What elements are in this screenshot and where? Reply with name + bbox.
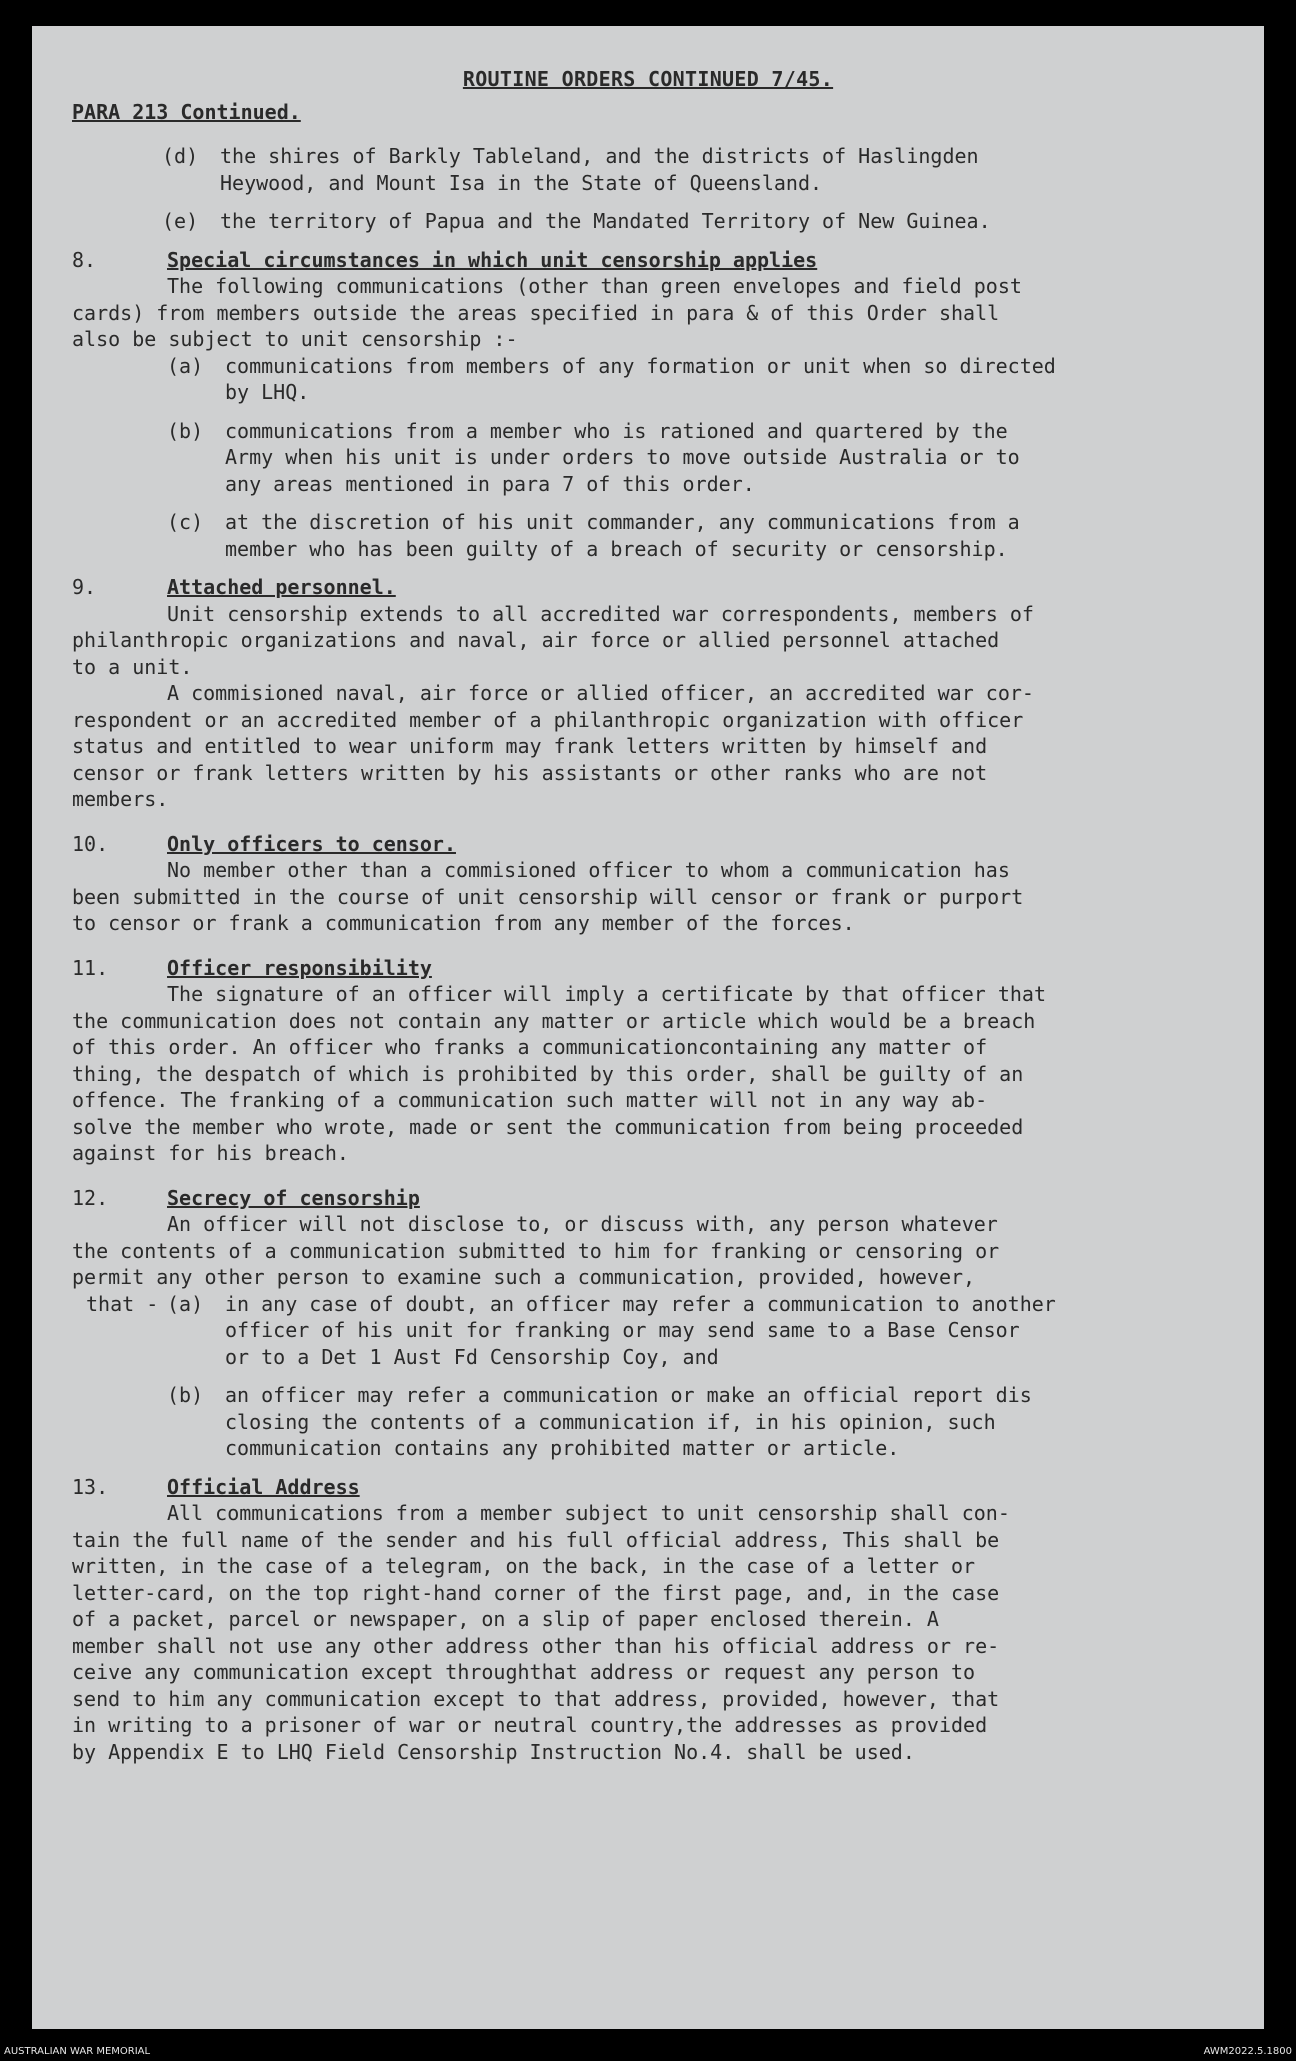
sub-item-label: (b) xyxy=(167,1383,204,1407)
paragraph-line: offence. The franking of a communication such matter will not in any way ab- xyxy=(72,1088,988,1112)
paragraph-line: in writing to a prisoner of war or neutral country,the addresses as provided xyxy=(72,1713,988,1737)
sub-item xyxy=(72,143,1224,196)
document-title: ROUTINE ORDERS CONTINUED 7/45. xyxy=(462,67,834,91)
sub-item-body xyxy=(225,1382,1032,1462)
paragraph-line: philanthropic organizations and naval, air force or allied personnel attached xyxy=(72,628,1000,652)
paragraph-line: by Appendix E to LHQ Field Censorship Instruction No.4. shall be used. xyxy=(72,1739,915,1764)
paragraph-line: also be subject to unit censorship :- xyxy=(72,327,518,351)
spacer xyxy=(72,497,1224,509)
sub-item-line: or to a Det 1 Aust Fd Censorship Coy, and xyxy=(225,1344,719,1369)
footer-reference: AWM2022.5.1800 xyxy=(1203,2046,1292,2057)
spacer xyxy=(72,1765,1224,1783)
paragraph-line: ceive any communication except throughthat address or request any person to xyxy=(72,1660,976,1684)
paragraph-list xyxy=(72,247,1224,1784)
sub-item-label: (a) xyxy=(167,1291,204,1316)
paragraph-line: The following communications (other than green envelopes and field post xyxy=(167,274,1022,298)
paragraph-line: to a unit. xyxy=(72,654,193,679)
intro-items xyxy=(72,143,1224,247)
paragraph-number: 8. xyxy=(72,247,97,272)
sub-item-line: communications from a member who is rationed and quartered by the xyxy=(225,418,1008,443)
paragraph-header xyxy=(72,955,1224,982)
paragraph-line: against for his breach. xyxy=(72,1141,349,1165)
paragraph-heading: Attached personnel. xyxy=(167,575,396,599)
paragraph-header xyxy=(72,247,1224,274)
paragraph-number: 9. xyxy=(72,575,97,599)
sub-item-line: officer of his unit for franking or may send same to a Base Censor xyxy=(225,1318,1020,1342)
sub-item-line: member who has been guilty of a breach of security or censorship. xyxy=(225,536,1008,561)
sub-item-line: Heywood, and Mount Isa in the State of Queensland. xyxy=(220,170,823,195)
paragraph-line: All communications from a member subject to unit censorship shall con- xyxy=(167,1501,1010,1525)
paragraph-line: of a packet, parcel or newspaper, on a slip of paper enclosed therein. A xyxy=(72,1607,939,1631)
paragraph-number: 10. xyxy=(72,831,109,856)
paragraph-line: the contents of a communication submitted to him for franking or censoring or xyxy=(72,1238,1000,1263)
paragraph-line: thing, the despatch of which is prohibited by this order, shall be guilty of an xyxy=(72,1061,1024,1086)
items-lead: that - xyxy=(86,1291,159,1316)
sub-item-line: the shires of Barkly Tableland, and the districts of Haslingden xyxy=(220,144,979,168)
spacer xyxy=(72,1167,1224,1185)
sub-item-body xyxy=(220,143,979,196)
sub-item-label: (e) xyxy=(162,209,199,233)
spacer xyxy=(72,562,1224,574)
paragraph-header xyxy=(72,831,1224,858)
sub-item-line: communications from members of any formation or unit when so directed xyxy=(225,353,1056,378)
paragraph-heading: Only officers to censor. xyxy=(167,831,456,856)
paragraph-header xyxy=(72,574,1224,601)
paragraph-line: cards) from members outside the areas specified in para & of this Order shall xyxy=(72,300,1000,325)
sub-item-line: Army when his unit is under orders to move outside Australia or to xyxy=(225,445,1020,469)
sub-item-label: (d) xyxy=(162,144,199,168)
paragraph-number: 12. xyxy=(72,1185,109,1210)
paragraph-line: solve the member who wrote, made or sent the communication from being proceeded xyxy=(72,1114,1024,1139)
sub-item-label: (b) xyxy=(167,418,204,443)
paragraph-heading: Secrecy of censorship xyxy=(167,1185,420,1210)
paragraph-line: tain the full name of the sender and his full official address, This shall be xyxy=(72,1527,1000,1552)
sub-item xyxy=(72,1382,1224,1462)
sub-item-label: (c) xyxy=(167,510,204,534)
archive-footer xyxy=(0,2044,1296,2061)
spacer xyxy=(72,1462,1224,1474)
paragraph-heading: Special circumstances in which unit censorship applies xyxy=(167,247,818,272)
paragraph-line: to censor or frank a communication from any member of the forces. xyxy=(72,911,855,935)
sub-item xyxy=(72,208,1224,235)
paragraph-line: members. xyxy=(72,787,169,811)
paragraph-line: the communication does not contain any matter or article which would be a breach xyxy=(72,1008,1036,1033)
paragraph-line: send to him any communication except to that address, provided, however, that xyxy=(72,1686,1000,1711)
sub-item-line: communication contains any prohibited matter or article. xyxy=(225,1436,900,1460)
spacer xyxy=(72,235,1224,247)
paragraph-number: 13. xyxy=(72,1474,109,1499)
paragraph-line: Unit censorship extends to all accredited war correspondents, members of xyxy=(167,601,1034,626)
sub-item-body xyxy=(225,1291,1056,1371)
paragraph-line: permit any other person to examine such a communication, provided, however, xyxy=(72,1265,976,1289)
sub-item xyxy=(72,1291,1224,1371)
sub-item-line: by LHQ. xyxy=(225,380,310,404)
paragraph-line: respondent or an accredited member of a philanthropic organization with officer xyxy=(72,707,1024,732)
spacer xyxy=(72,1370,1224,1382)
sub-item-line: an officer may refer a communication or make an official report dis xyxy=(225,1383,1032,1407)
paragraph-line: A commisioned naval, air force or allied officer, an accredited war cor- xyxy=(167,681,1034,705)
paragraph-heading: Officer responsibility xyxy=(167,955,432,980)
sub-items-with-lead xyxy=(72,1291,1224,1474)
sub-item-line: the territory of Papua and the Mandated Territory of New Guinea. xyxy=(220,209,991,233)
paragraph-line: been submitted in the course of unit censorship will censor or frank or purport xyxy=(72,884,1024,909)
paragraph-line: The signature of an officer will imply a certificate by that officer that xyxy=(167,982,1046,1006)
spacer xyxy=(72,406,1224,418)
sub-item xyxy=(72,418,1224,498)
paragraph-line: written, in the case of a telegram, on the back, in the case of a letter or xyxy=(72,1554,976,1578)
paragraph-line: An officer will not disclose to, or discuss with, any person whatever xyxy=(167,1212,998,1236)
document-page xyxy=(32,26,1264,2029)
sub-item xyxy=(72,353,1224,406)
paragraph-heading: Official Address xyxy=(167,1474,360,1499)
sub-item-line: any areas mentioned in para 7 of this order. xyxy=(225,471,755,496)
spacer xyxy=(72,196,1224,208)
sub-item-body xyxy=(225,353,1056,406)
spacer xyxy=(72,937,1224,955)
paragraph-line: member shall not use any other address other than his official address or re- xyxy=(72,1633,1000,1658)
sub-item xyxy=(72,509,1224,562)
paragraph-line: of this order. An officer who franks a communicationcontaining any matter of xyxy=(72,1035,988,1059)
paragraph-line: letter-card, on the top right-hand corner of the first page, and, in the case xyxy=(72,1580,1000,1605)
document-subtitle: PARA 213 Continued. xyxy=(72,99,301,124)
sub-item-body xyxy=(225,418,1020,498)
paragraph-line: status and entitled to wear uniform may frank letters written by himself and xyxy=(72,734,988,758)
sub-item-line: in any case of doubt, an officer may refer a communication to another xyxy=(225,1291,1056,1316)
paragraph-header xyxy=(72,1474,1224,1501)
paragraph-line: censor or frank letters written by his assistants or other ranks who are not xyxy=(72,760,988,785)
sub-item-line: at the discretion of his unit commander, any communications from a xyxy=(225,510,1020,534)
paragraph-number: 11. xyxy=(72,955,109,980)
sub-item-label: (a) xyxy=(167,353,204,378)
sub-item-line: closing the contents of a communication if, in his opinion, such xyxy=(225,1409,996,1434)
sub-item-body xyxy=(220,208,991,235)
spacer xyxy=(72,813,1224,831)
sub-item-body xyxy=(225,509,1020,562)
paragraph-header xyxy=(72,1185,1224,1212)
footer-institution: AUSTRALIAN WAR MEMORIAL xyxy=(4,2046,151,2057)
paragraph-line: No member other than a commisioned officer to whom a communication has xyxy=(167,858,1010,882)
